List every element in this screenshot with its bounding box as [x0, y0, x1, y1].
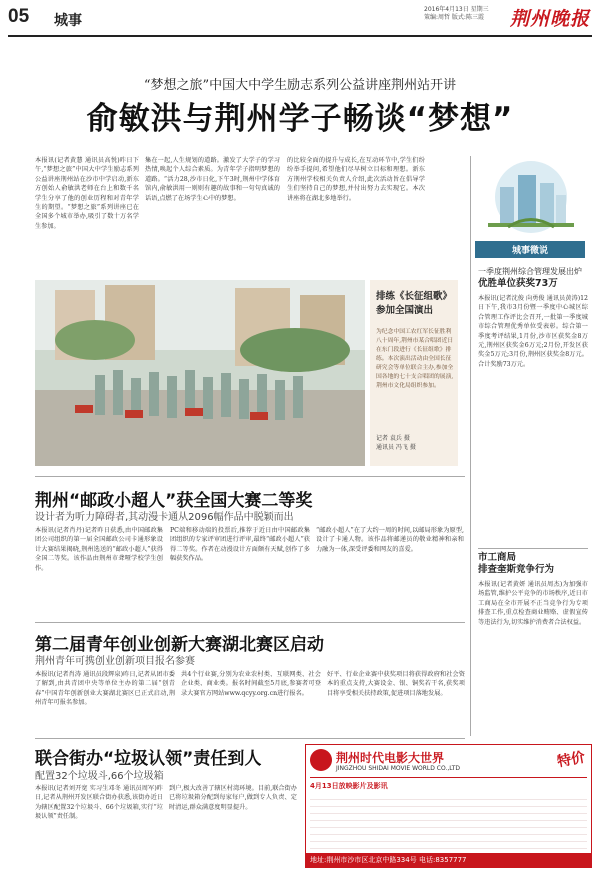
brief1-kicker: 一季度荆州综合管理发展出炉 — [478, 267, 582, 276]
story4-subhead: 配置32个垃圾斗,66个垃圾箱 — [35, 771, 164, 782]
story2-col-3: “邮政小超人”在了大约一周的时间,以邮局形象为原型,设计了卡通人物。该作品将邮递员的敬业精神和亲和力融为一体,深受评委和网友的喜爱。 — [316, 527, 464, 553]
photo-byline-reporter: 记者 袁兵 摄 — [376, 435, 410, 442]
lead-headline: 俞敏洪与荆州学子畅谈“梦想” — [86, 101, 514, 137]
brief2-body: 本报讯(记者黄妍 通讯员周杰)为加强市场监管,维护公平竞争的市场秩序,近日市工商局在全市开展不正当竞争行为专项排查工作,重点检查商业贿赂、虚假宣传等违法行为,切实维护消费者合法权益。 — [478, 581, 588, 626]
brief2-kicker: 市工商局 — [478, 552, 517, 563]
masthead-logo: 荆州晚报 — [510, 8, 591, 30]
city-illustration — [478, 157, 584, 237]
story4-col-2: 到户,极大改善了辖区村湾环境。目前,联合街办已将垃圾箱分配到每家每户,做到专人负责、定时清运,群众满意度明显提升。 — [169, 785, 297, 811]
story3-subhead: 荆州青年可携创业创新项目报名参赛 — [35, 656, 195, 667]
ad-phone: 电话:8357777 — [418, 856, 467, 864]
photo-byline — [376, 434, 456, 452]
date-line — [424, 6, 504, 22]
photo-byline-correspondent: 通讯员 冯飞 摄 — [376, 444, 416, 451]
story3-headline: 第二届青年创业创新大赛湖北赛区启动 — [35, 635, 324, 655]
brief1-body: 本报讯(记者沈俊 向勇俊 通讯员黄涛)12日下午,我市3月份暨一季度中心城区综合管理工作评比会召开,一批第一季度城市综合管理优秀单位受表彰。综合第一季度考评结果,1月份,沙市区获奖金8万元,荆州区获奖金6万元;2月份,开发区获奖金5万元;3月份,荆州区获奖金8万元。合计奖励73万元。 — [478, 295, 588, 368]
ad-divider — [310, 777, 587, 778]
story2-col-2: PC端和移动端的投票后,推荐于近日由中国邮政集团组织的专家评审团进行评审,最终“邮政小超人”获得二等奖。作者在动漫设计方面颇有天赋,创作了多幅获奖作品。 — [170, 527, 310, 563]
divider — [478, 548, 588, 549]
story4-col-1: 本报讯(记者刘开宽 实习生邓冬 通讯员周军)昨日,记者从荆州开发区联合街办获悉,该街办近日为辖区配置32个垃圾斗、66个垃圾箱,实行“垃圾认领”责任制。 — [35, 785, 163, 821]
ad-subtitle: JINGZHOU SHIDAI MOVIE WORLD CO.,LTD — [336, 765, 461, 772]
issue-date: 2016年4月13日 星期三 — [424, 6, 489, 13]
divider — [35, 622, 465, 623]
header-divider — [8, 35, 592, 37]
cinema-ad — [305, 744, 592, 868]
cinema-logo-icon — [310, 749, 332, 771]
lead-photo — [35, 280, 365, 466]
divider — [35, 476, 465, 477]
ad-tag: 特价 — [555, 749, 587, 771]
section-name: 城事 — [54, 13, 82, 29]
brief1-headline: 优胜单位获奖73万 — [478, 278, 558, 289]
divider — [35, 738, 465, 739]
ad-showtimes-title: 4月13日放映影片及影讯 — [310, 782, 388, 790]
lead-col-1: 本报讯(记者黄慧 通讯员高悦)昨日下午,“梦想之旅”中国大中学生励志系列公益讲座荆州站在沙市中学启动,新东方创始人俞敏洪老师在台上和数千名学生分享了他的创业历程和对青年学生的期望。“梦想之旅”系列讲座已在全国多个城市举办,吸引了数十万名学生参加。 — [35, 157, 139, 230]
lead-col-3: 的比较全面的提升与成长,在互动环节中,学生们纷纷举手提问,希望他们尽早树立目标和理想。新东方荆州学校相关负责人介绍,此次活动旨在倡导学生们坚持自己的梦想,并付出努力去实现它。本次讲座将在湖北多地举行。 — [287, 157, 425, 202]
column-divider — [470, 156, 471, 736]
ad-showtime-list — [310, 793, 587, 849]
brief1-title — [478, 266, 588, 290]
ad-title: 荆州时代电影大世界 — [336, 751, 445, 765]
city-illustration-icon — [478, 157, 584, 237]
story3-col-1: 本报讯(记者肖涛 通讯员段辉泉)昨日,记者从团市委了解到,由共青团中央等单位主办的第二届“创青春”中国青年创新创业大赛湖北赛区已正式启动,荆州青年可报名参加。 — [35, 671, 175, 707]
story4-headline: 联合街办“垃圾认领”责任到人 — [35, 749, 262, 769]
story3-col-2: 共4个行业赛,分别为农业农村类、互联网类、社会企业类、商业类。报名时间截至5月底,参赛者可登录大赛官方网站www.qcyy.org.cn进行报名。 — [181, 671, 321, 697]
lead-col-2: 集在一起,人生规划的道路。激发了大学子的学习热情,唤起个人综合素质。为青年学子指明梦想的道路。“活力28,沙市日化,下午3时,荆州中学体育馆内,俞敏洪用一则则有趣的故事和一句句真诚的话语,点燃了在场学生心中的梦想。 — [145, 157, 280, 202]
editor-credit: 策编:周哲 版式:陈三霞 — [424, 14, 484, 21]
lead-kicker: “梦想之旅”中国大中学生励志系列公益讲座荆州站开讲 — [143, 78, 457, 93]
sidebar-label: 城事微说 — [475, 241, 585, 258]
choir-photo-icon — [35, 280, 365, 466]
ad-footer — [306, 853, 591, 867]
story2-headline: 荆州“邮政小超人”获全国大赛二等奖 — [35, 491, 313, 511]
photo-caption-title: 排练《长征组歌》参加全国演出 — [376, 291, 453, 316]
brief2-headline: 排查奎斯竞争行为 — [478, 564, 555, 575]
story3-col-3: 好平、行业企业赛中获奖项目将获得政府和社会资本的重点支持,大赛设金、银、铜奖若干名,获奖项目将享受相关扶持政策,促进项目落地发展。 — [327, 671, 465, 697]
photo-caption-body: 为纪念中国工农红军长征胜利八十周年,荆州市某合唱团近日在东门段进行《长征组歌》排练。本次演出活动由全国长征研究会等单位联合主办,参加全国各地的七十支合唱团的展演,荆州市文化局组织参加。 — [376, 329, 454, 389]
story2-col-1: 本报讯(记者肖丹)记者昨日获悉,由中国邮政集团公司组织的第一届全国邮政公司卡通形象设计大赛结果揭晓,荆州选送的“邮政小超人”获得全国二等奖。该作品由荆州市聋哑学校学生创作。 — [35, 527, 163, 572]
ad-address: 地址:荆州市沙市区北京中路334号 — [310, 856, 417, 864]
photo-caption-box — [370, 280, 458, 466]
page-number: 05 — [8, 6, 30, 27]
brief2-title — [478, 552, 588, 576]
story2-subhead: 设计者为听力障碍者,其动漫卡通从2096幅作品中脱颖而出 — [35, 512, 294, 523]
